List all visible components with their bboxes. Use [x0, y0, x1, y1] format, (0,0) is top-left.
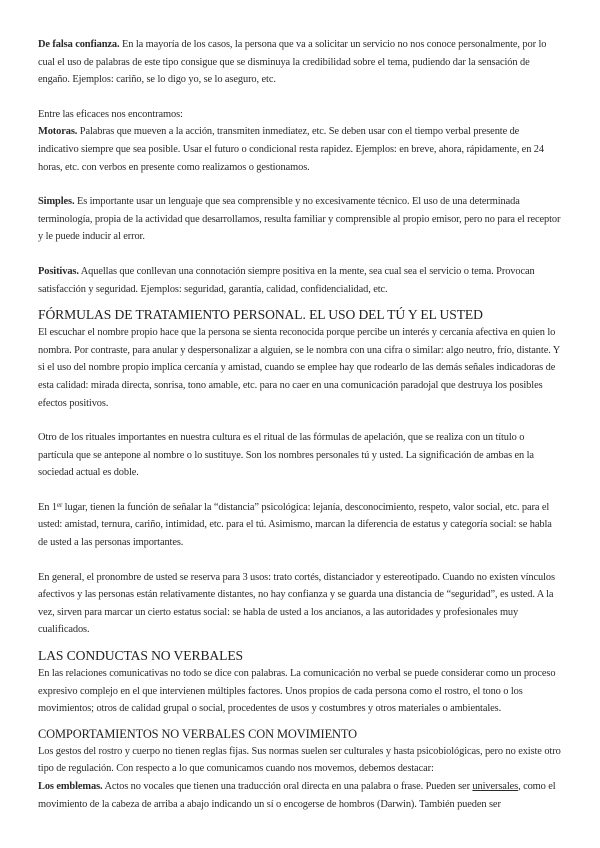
heading-comportamientos-movimiento: COMPORTAMIENTOS NO VERBALES CON MOVIMIENTO: [38, 726, 357, 741]
term-positivas: Positivas.: [38, 265, 79, 277]
paragraph-falsa-confianza: De falsa confianza. En la mayoría de los casos, la persona que va a solicitar un servicio no nos conoce personalmente, por lo cual el uso de palabras de este tipo consigue que se disminuya la credibilidad sobre el tema, pudiendo dar la sensación de engaño. Ejemplos: cariño, se lo digo yo, se lo aseguro, etc.: [38, 39, 547, 86]
paragraph-emblemas: Los emblemas. Actos no vocales que tienen una traducción oral directa en una palabra o frase. Pueden ser universales, como el movimiento de la cabeza de arriba a abajo indicando un sí o encogerse de hombros (Darwin). También pueden ser: [38, 781, 556, 810]
paragraph-eficaces-intro: Entre las eficaces nos encontramos:: [38, 108, 183, 120]
paragraph-relaciones-comunicativas: En las relaciones comunicativas no todo se dice con palabras. La comunicación no verbal se puede considerar como un proceso expresivo complejo en el que intervienen múltiples factores. Unos propios de cada persona como el rostro, el tono o los movimientos; otros de calidad grupal o social, procedentes de usos y costumbres y otros materiales o ambientales.: [38, 668, 556, 715]
paragraph-positivas: Positivas. Aquellas que conllevan una connotación siempre positiva en la mente, sea cual sea el servicio o tema. Provocan satisfacción y seguridad. Ejemplos: seguridad, garantía, calidad, confidencialidad, etc.: [38, 265, 535, 295]
paragraph-primer-lugar: En 1er lugar, tienen la función de señalar la “distancia” psicológica: lejanía, desconocimiento, respeto, valor social, etc. para el usted: amistad, ternura, cariño, intimidad, etc. para el tú. Asimismo, marcan la diferencia de estatus y categoría social: se habla de usted a las personas importantes.: [38, 500, 552, 549]
heading-formulas-tratamiento: FÓRMULAS DE TRATAMIENTO PERSONAL. EL USO DEL TÚ Y EL USTED: [38, 307, 483, 323]
paragraph-gestos: Los gestos del rostro y cuerpo no tienen reglas fijas. Sus normas suelen ser culturales y hasta psicobiológicas, pero no existe otro tipo de regulación. Con respecto a lo que comunicamos cuando nos movemos, debemos destacar:: [38, 745, 561, 775]
term-falsa-confianza: De falsa confianza.: [38, 39, 120, 50]
paragraph-nombre-propio: El escuchar el nombre propio hace que la persona se sienta reconocida porque percibe un interés y cercanía afectiva en quien lo nombra. Por contraste, para anular y despersonalizar a alguien, se le nombra con una cifra o similar: algo neutro, frío, distante. Y si el uso del nombre propio implica cercanía y amistad, cuando se emplee hay que rodearlo de las demás señales indicadoras de esta calidad: mirada directa, sonrisa, tono amable, etc. para no caer en una comunicación paradojal que destruya los posibles efectos positivos.: [38, 327, 560, 409]
paragraph-usted-usos: En general, el pronombre de usted se reserva para 3 usos: trato cortés, distanciador y estereotipado. Cuando no existen vínculos afectivos y las personas están relativamente distantes, no hay confianza y se guarda una distancia de “seguridad”, es usted. A la vez, sirven para marcar un cierto estatus social: se habla de usted a los ancianos, a las autoridades y profesionales muy cualificados.: [38, 571, 555, 636]
link-universales[interactable]: universales: [472, 781, 519, 792]
term-simples: Simples.: [38, 196, 75, 208]
paragraph-rituales: Otro de los rituales importantes en nuestra cultura es el ritual de las fórmulas de apelación, que se realiza con un título o partícula que se antepone al nombre o lo sustituye. Son los nombres personales tú y usted. La significación de ambas en la sociedad actual es doble.: [38, 432, 534, 479]
heading-conductas-no-verbales: LAS CONDUCTAS NO VERBALES: [38, 648, 243, 664]
term-motoras: Motoras.: [38, 126, 78, 138]
paragraph-simples: Simples. Es importante usar un lenguaje que sea comprensible y no excesivamente técnico. El uso de una determinada terminología, propia de la actividad que desarrollamos, resulta familiar y comprensible al propio emisor, pero no para el receptor y le puede inducir al error.: [38, 196, 561, 243]
term-emblemas: Los emblemas.: [38, 781, 103, 792]
paragraph-motoras: Motoras. Palabras que mueven a la acción, transmiten inmediatez, etc. Se deben usar con el tiempo verbal presente de indicativo siempre que sea posible. Usar el futuro o condicional resta rapidez. Ejemplos: en breve, ahora, rápidamente, en 24 horas, etc. con verbos en presente como realizamos o gestionamos.: [38, 126, 544, 173]
